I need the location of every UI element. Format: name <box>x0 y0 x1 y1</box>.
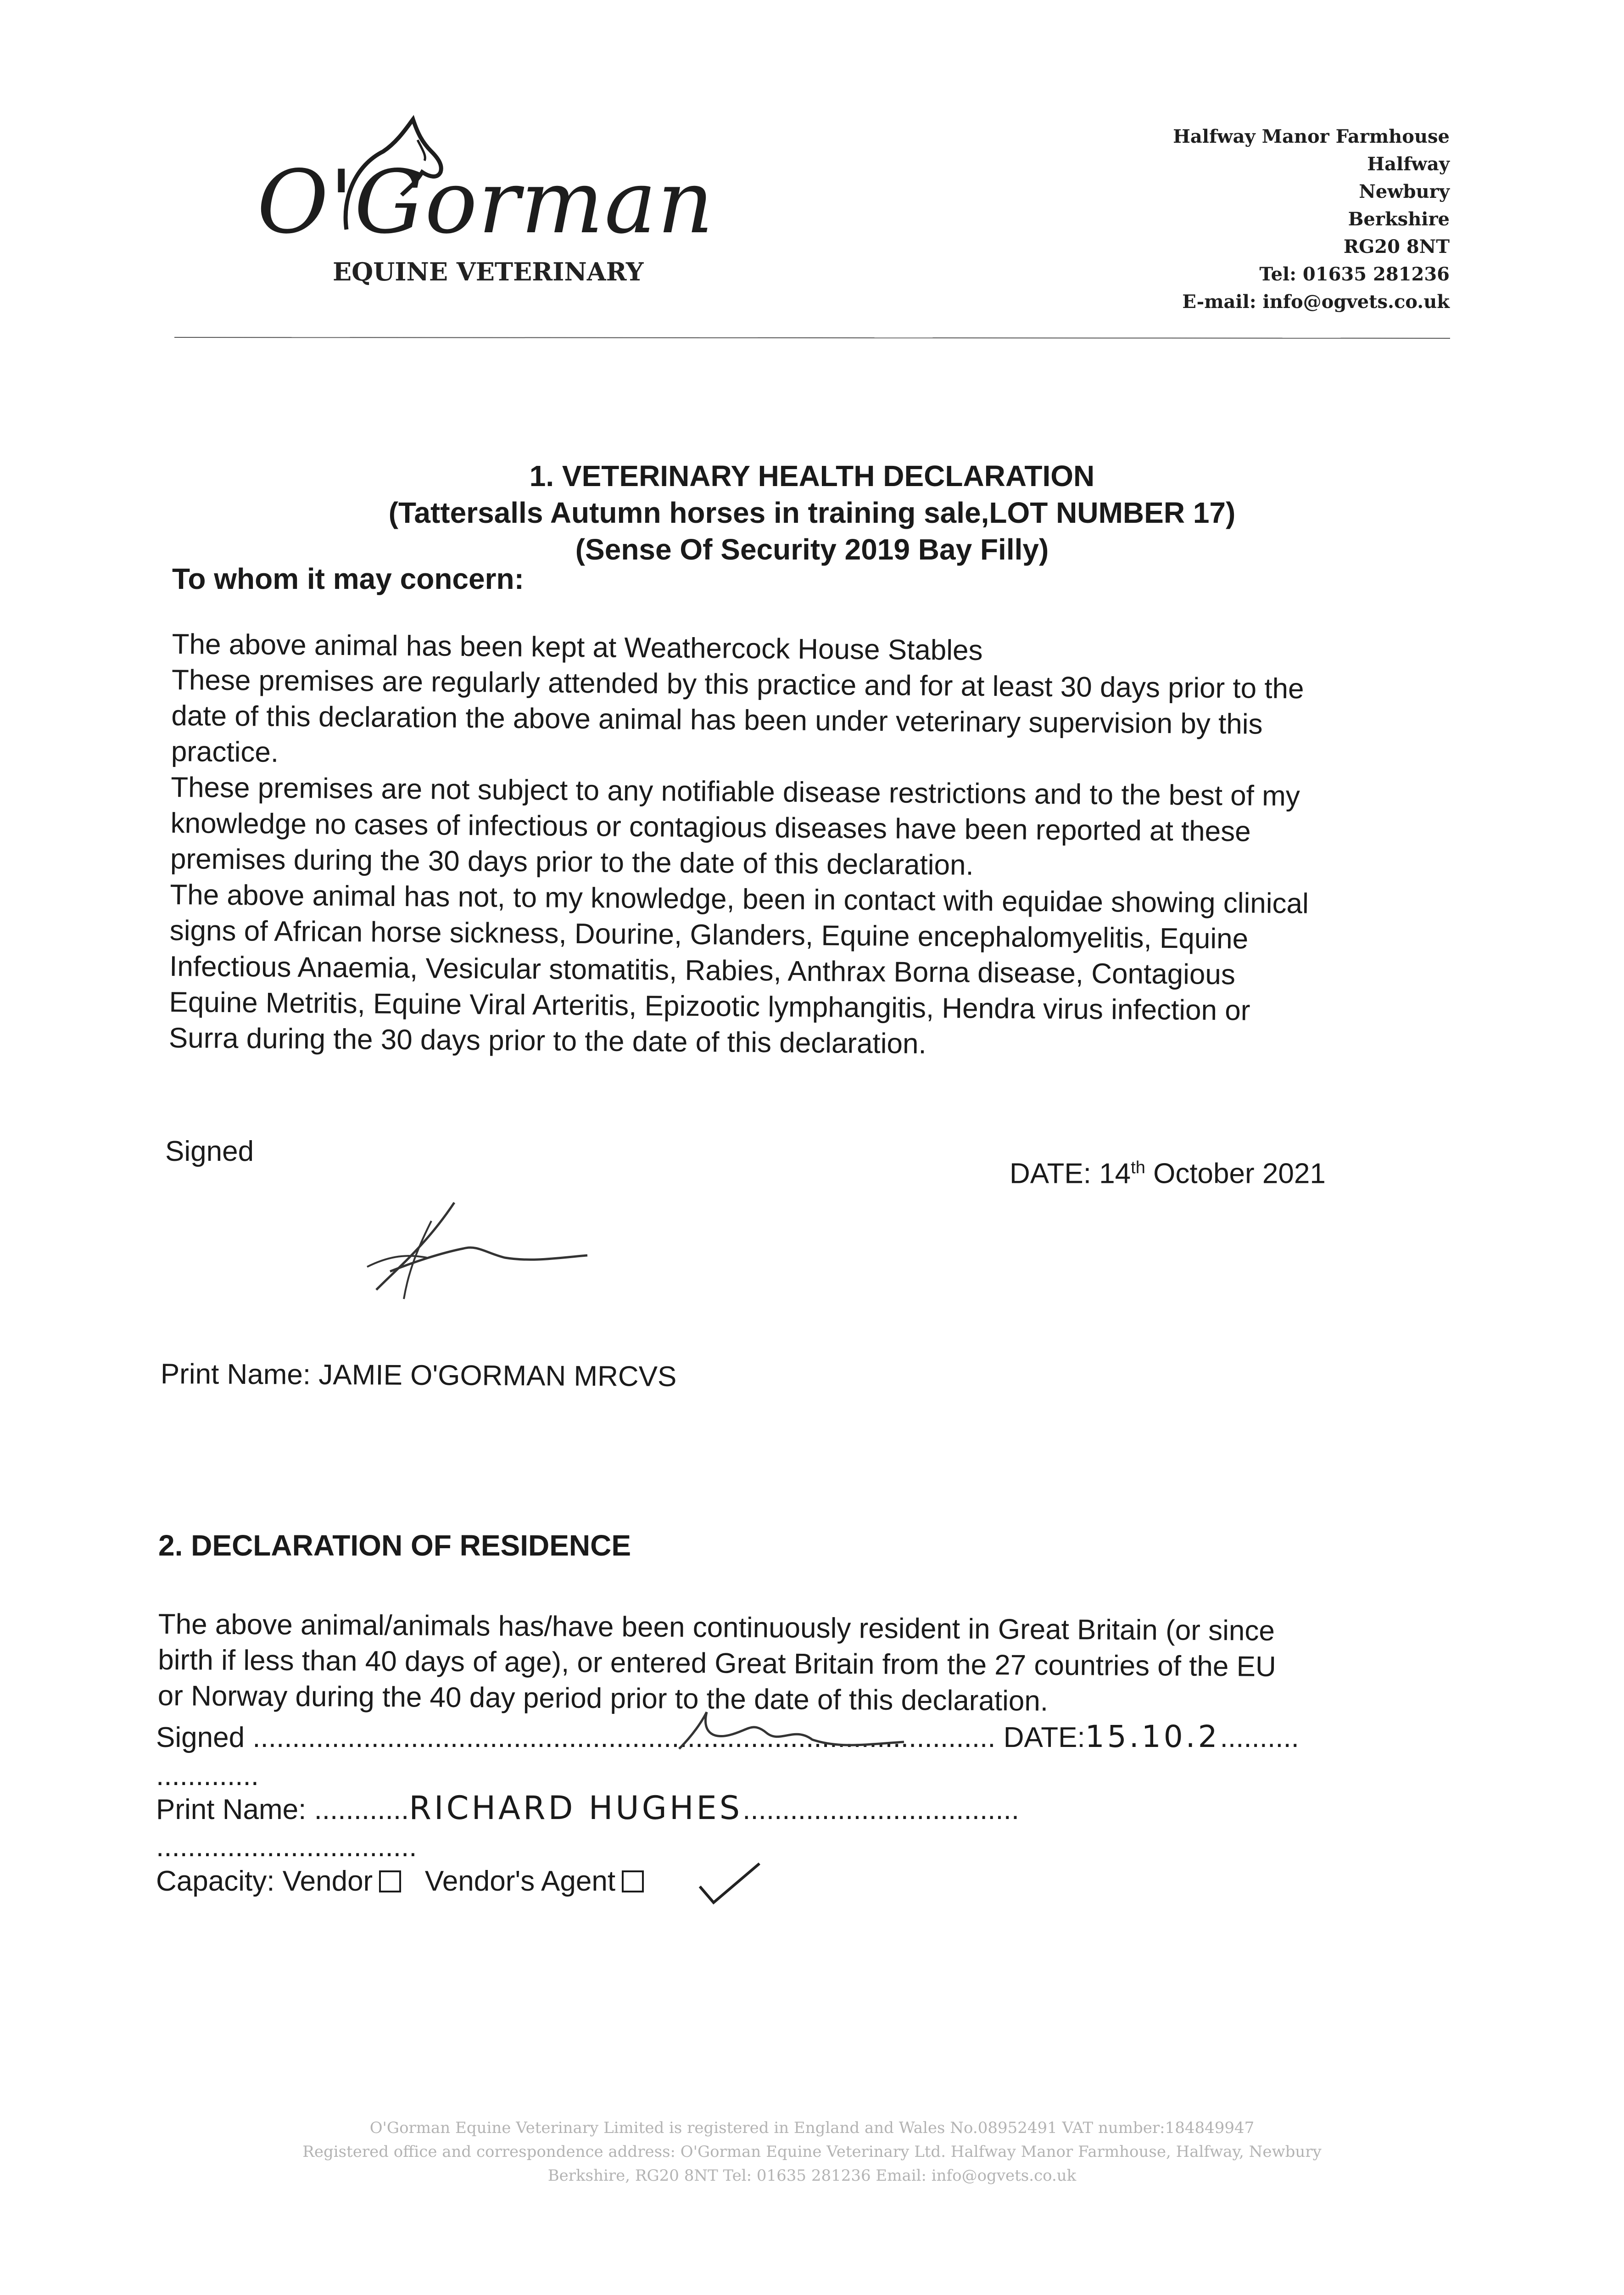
paragraph-line: The above animal/animals has/have been continuously resident in Great Britain (or since <box>158 1608 1275 1647</box>
footer-line: Berkshire, RG20 8NT Tel: 01635 281236 Email: info@ogvets.co.uk <box>547 2166 1077 2185</box>
address-line: Newbury <box>1359 181 1450 202</box>
date-dots-wrap: ............. <box>156 1760 259 1791</box>
paragraph-line: knowledge no cases of infectious or contagious diseases have been reported at these <box>170 807 1251 848</box>
footer <box>0 2116 1624 2188</box>
horse-head-logo-icon <box>328 115 447 248</box>
agent-signature <box>675 1707 913 1758</box>
handwritten-date: 15.10.2 <box>1085 1719 1220 1754</box>
section2-paragraph <box>158 1606 1277 1721</box>
salutation: To whom it may concern: <box>172 562 524 595</box>
section2-title: 2. DECLARATION OF RESIDENCE <box>158 1529 631 1562</box>
print-dots-wrap: ................................. <box>156 1831 417 1863</box>
vet-print-name: Print Name: JAMIE O'GORMAN MRCVS <box>160 1358 677 1393</box>
footer-line: O'Gorman Equine Veterinary Limited is registered in England and Wales No.08952491 VAT number:184849947 <box>369 2119 1255 2137</box>
paragraph-line: These premises are not subject to any notifiable disease restrictions and to the best of my <box>170 771 1300 812</box>
paragraph-line: birth if less than 40 days of age), or entered Great Britain from the 27 countries of the EU <box>158 1644 1276 1683</box>
declaration-date: DATE: 14th October 2021 <box>1010 1158 1326 1190</box>
paragraph-line: Equine Metritis, Equine Viral Arteritis, Epizootic lymphangitis, Hendra virus infection or <box>169 986 1250 1027</box>
paragraph-line: Infectious Anaemia, Vesicular stomatitis, Rabies, Anthrax Borna disease, Contagious <box>169 950 1236 991</box>
paragraph-line: or Norway during the 40 day period prior to the date of this declaration. <box>157 1679 1049 1717</box>
paragraph-line: practice. <box>171 735 279 768</box>
header-divider <box>174 337 1450 339</box>
address-line: RG20 8NT <box>1343 236 1450 257</box>
address-line: Tel: 01635 281236 <box>1259 263 1450 285</box>
residence-print-name-line: Print Name: ............RICHARD HUGHES................................... <box>156 1789 1020 1827</box>
signed-label: Signed <box>165 1136 254 1167</box>
section1-title: 1. VETERINARY HEALTH DECLARATION <box>529 459 1095 493</box>
logo-wordmark: O'Gorman <box>257 151 714 253</box>
section1-subtitle-sale: (Tattersalls Autumn horses in training sale,LOT NUMBER 17) <box>388 496 1236 529</box>
paragraph-line: signs of African horse sickness, Dourine, Glanders, Equine encephalomyelitis, Equine <box>169 914 1249 955</box>
handwritten-print-name: RICHARD HUGHES <box>409 1789 743 1827</box>
practice-address <box>1173 123 1450 316</box>
checkmark-icon <box>695 1859 764 1909</box>
paragraph-line: These premises are regularly attended by this practice and for at least 30 days prior to the <box>171 664 1304 705</box>
address-line: Halfway <box>1367 153 1450 175</box>
vendor-agent-checkbox[interactable] <box>622 1870 644 1892</box>
paragraph-line: date of this declaration the above animal has been under veterinary supervision by this <box>171 700 1263 740</box>
vet-signature <box>358 1193 597 1304</box>
paragraph-line: The above animal has been kept at Weathercock House Stables <box>172 628 983 666</box>
paragraph-line: The above animal has not, to my knowledge, been in contact with equidae showing clinical <box>170 879 1309 920</box>
capacity-line: Capacity: Vendor Vendor's Agent <box>156 1864 644 1899</box>
section1-subtitle-horse: (Sense Of Security 2019 Bay Filly) <box>575 533 1049 566</box>
residence-signed-line: Signed .............................................................................................. DATE:15.10.2.......... <box>156 1719 1299 1754</box>
address-line: Berkshire <box>1348 208 1450 230</box>
address-line: E-mail: info@ogvets.co.uk <box>1182 291 1450 313</box>
paragraph-line: premises during the 30 days prior to the date of this declaration. <box>170 843 974 881</box>
section1-paragraph <box>169 627 1311 1065</box>
address-line: Halfway Manor Farmhouse <box>1173 126 1450 147</box>
footer-line: Registered office and correspondence address: O'Gorman Equine Veterinary Ltd. Halfway Manor Farmhouse, Halfway, Newbury <box>302 2143 1322 2161</box>
paragraph-line: Surra during the 30 days prior to the date of this declaration. <box>168 1022 927 1060</box>
logo-subtitle: EQUINE VETERINARY <box>333 257 644 286</box>
vendor-checkbox[interactable] <box>379 1870 401 1892</box>
